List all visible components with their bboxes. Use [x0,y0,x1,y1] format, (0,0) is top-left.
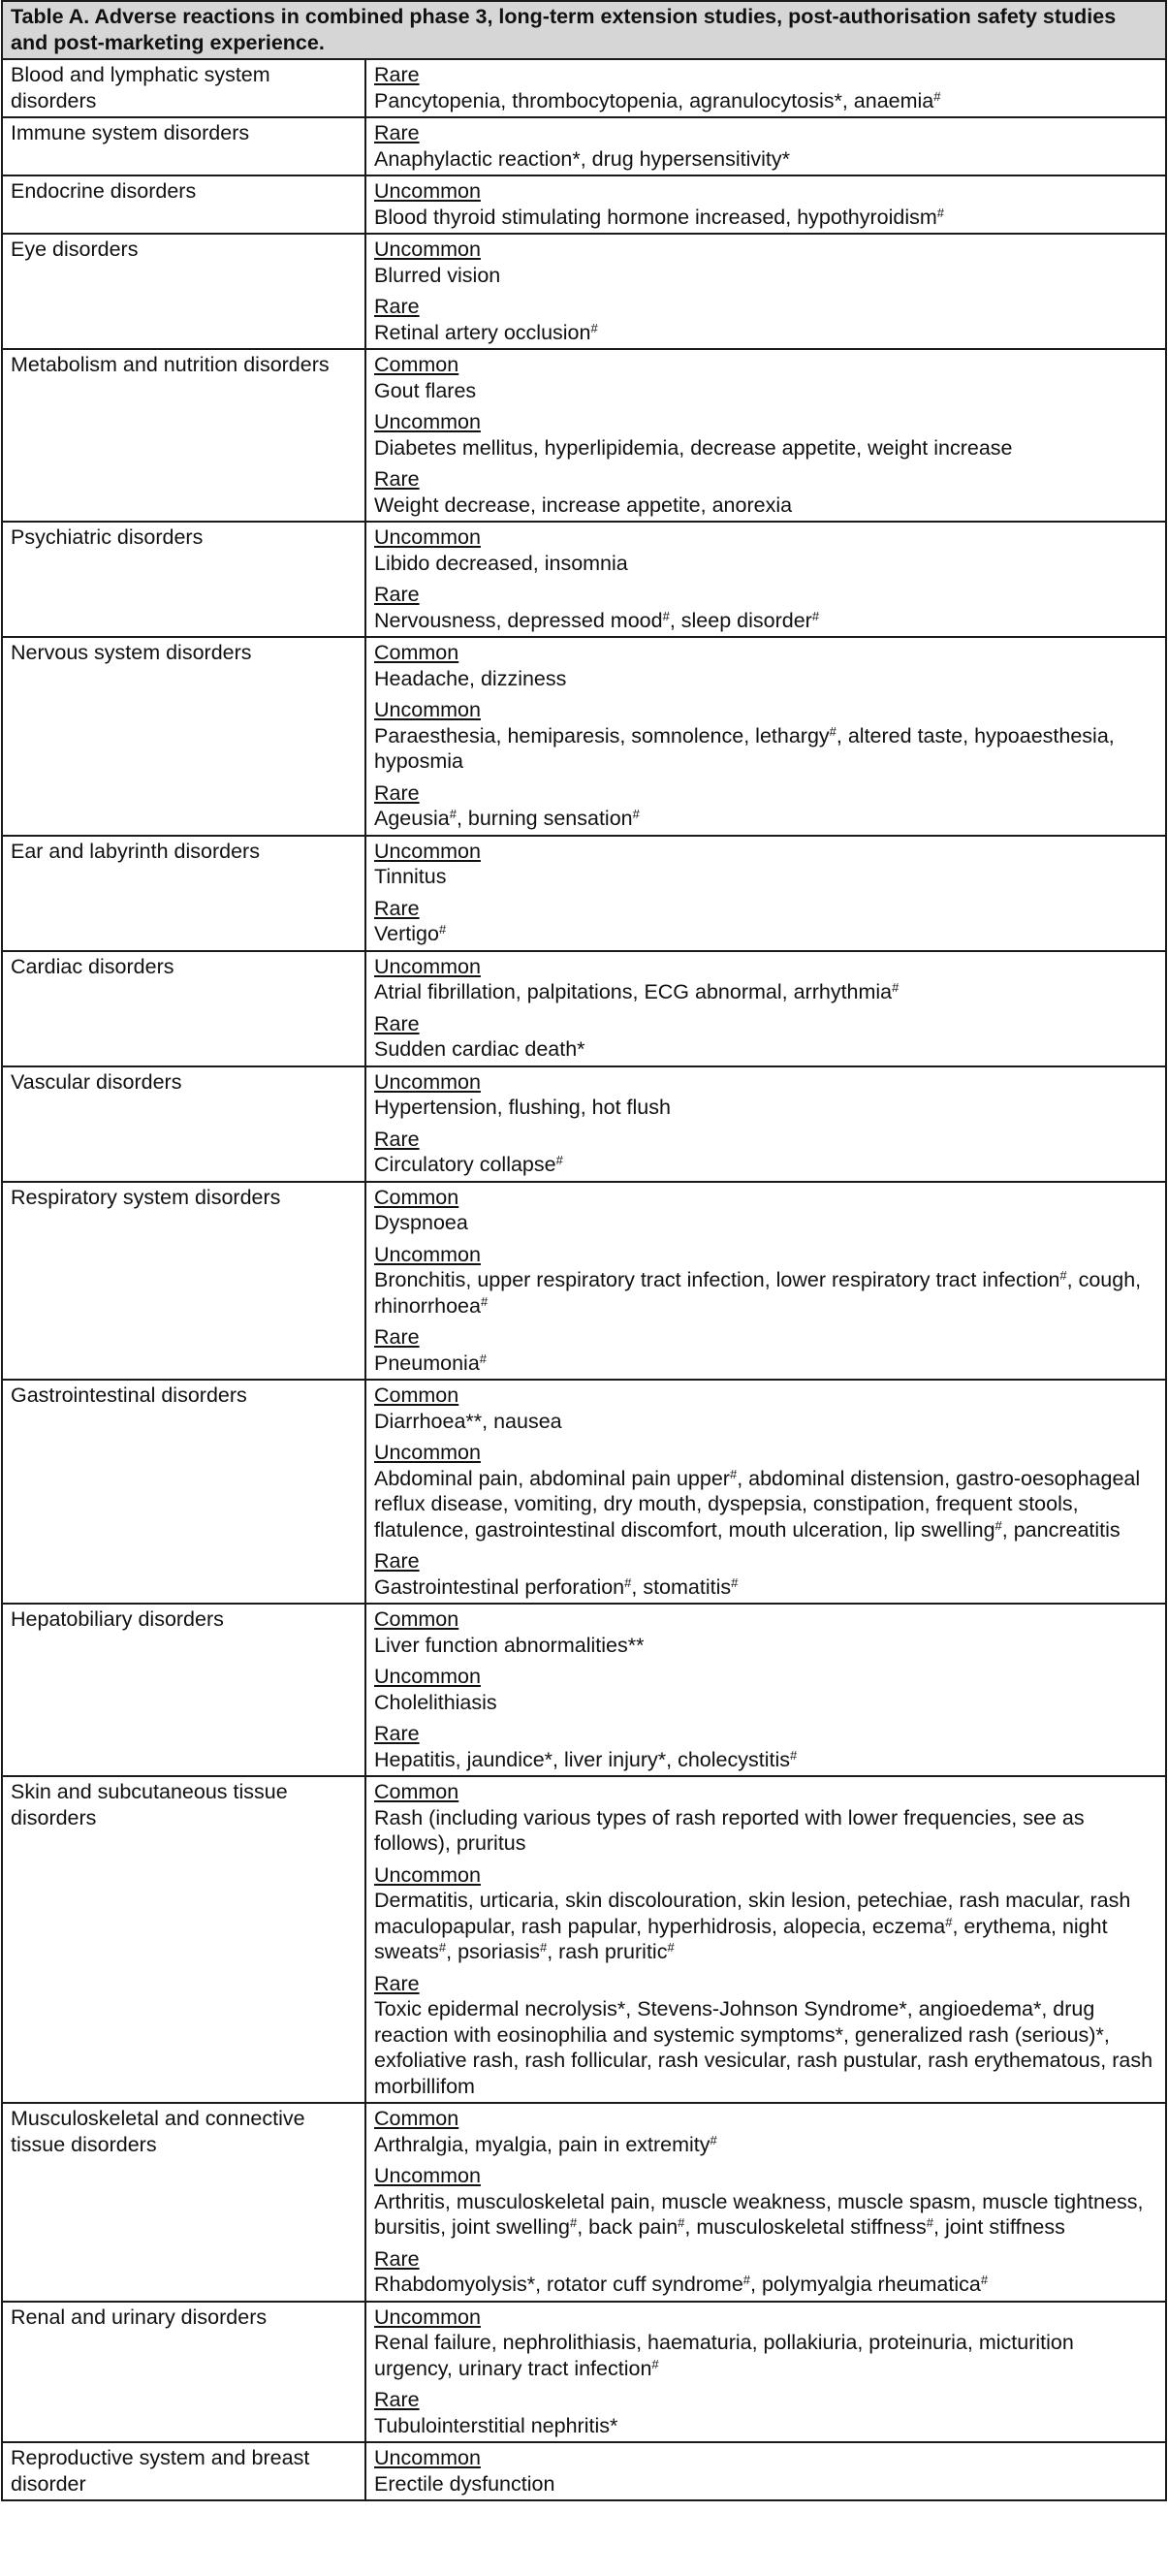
reaction-list: Nervousness, depressed mood#, sleep disorder# [374,608,820,632]
frequency-block [374,640,1157,697]
reaction-list: Renal failure, nephrolithiasis, haematuria, pollakiuria, proteinuria, micturition urgency, urinary tract infection# [374,2331,1074,2380]
system-organ-class-cell: Renal and urinary disorders [2,2302,365,2443]
reactions-cell [365,951,1166,1066]
frequency-label: Uncommon [374,2446,481,2469]
frequency-label: Rare [374,1549,420,1573]
reactions-cell [365,637,1166,836]
frequency-block [374,1185,1157,1242]
system-organ-class-cell: Psychiatric disorders [2,522,365,637]
frequency-block [374,120,1157,172]
reaction-list: Bronchitis, upper respiratory tract infection, lower respiratory tract infection#, cough, rhinorrhoea# [374,1268,1142,1318]
system-organ-class-cell: Cardiac disorders [2,951,365,1066]
reactions-cell [365,1066,1166,1182]
table-row [2,1604,1166,1776]
frequency-block [374,352,1157,409]
table-row [2,175,1166,234]
frequency-block [374,1127,1157,1178]
frequency-label: Common [374,1780,459,1803]
frequency-block [374,1440,1157,1548]
reactions-cell [365,59,1166,117]
reactions-cell [365,2302,1166,2443]
frequency-block [374,1664,1157,1721]
frequency-block [374,2305,1157,2388]
table-row [2,951,1166,1066]
reaction-list: Libido decreased, insomnia [374,551,628,575]
reaction-list: Tubulointerstitial nephritis* [374,2413,618,2437]
reaction-list: Arthralgia, myalgia, pain in extremity# [374,2132,717,2156]
frequency-label: Uncommon [374,1665,481,1688]
reaction-list: Pancytopenia, thrombocytopenia, agranulocytosis*, anaemia# [374,88,941,112]
frequency-block [374,1383,1157,1440]
reactions-cell [365,1380,1166,1604]
frequency-block [374,62,1157,113]
reactions-cell [365,1776,1166,2103]
table-row [2,836,1166,951]
table-row [2,1066,1166,1182]
reaction-list: Gout flares [374,378,477,402]
reaction-list: Hepatitis, jaundice*, liver injury*, cholecystitis# [374,1747,798,1771]
frequency-label: Common [374,641,459,664]
frequency-label: Uncommon [374,2305,481,2329]
system-organ-class-cell: Hepatobiliary disorders [2,1604,365,1776]
frequency-label: Uncommon [374,525,481,549]
table-row [2,637,1166,836]
reaction-list: Retinal artery occlusion# [374,320,598,344]
reactions-cell [365,1604,1166,1776]
frequency-label: Rare [374,1722,420,1745]
frequency-block [374,1971,1157,2100]
frequency-block [374,525,1157,582]
system-organ-class-cell: Skin and subcutaneous tissue disorders [2,1776,365,2103]
frequency-label: Common [374,2107,459,2130]
system-organ-class-cell: Respiratory system disorders [2,1182,365,1381]
frequency-label: Uncommon [374,1862,481,1887]
frequency-label: Rare [374,63,420,86]
reaction-list: Abdominal pain, abdominal pain upper#, abdominal distension, gastro-oesophageal reflux disease, vomiting, dry mouth, dyspepsia, constipation, frequent stools, flatulence, gastrointestinal discomfort, mouth ulceration, lip swelling#, pancreatitis [374,1466,1141,1542]
table-row [2,522,1166,637]
frequency-label: Uncommon [374,1069,481,1094]
reaction-list: Blurred vision [374,263,501,287]
frequency-block [374,1862,1157,1971]
frequency-label: Uncommon [374,954,481,978]
system-organ-class-cell: Reproductive system and breast disorder [2,2442,365,2500]
reaction-list: Diabetes mellitus, hyperlipidemia, decrease appetite, weight increase [374,435,1013,460]
frequency-block [374,1069,1157,1127]
frequency-block [374,466,1157,518]
frequency-label: Uncommon [374,2164,481,2187]
frequency-block [374,1606,1157,1664]
frequency-label: Rare [374,780,420,805]
frequency-label: Rare [374,295,420,318]
system-organ-class-cell: Blood and lymphatic system disorders [2,59,365,117]
reactions-cell [365,2103,1166,2302]
frequency-block [374,2163,1157,2246]
system-organ-class-cell: Gastrointestinal disorders [2,1380,365,1604]
frequency-label: Uncommon [374,698,481,721]
frequency-block [374,294,1157,345]
system-organ-class-cell: Nervous system disorders [2,637,365,836]
frequency-block [374,1242,1157,1325]
frequency-label: Uncommon [374,179,481,203]
reactions-cell [365,2442,1166,2500]
reaction-list: Circulatory collapse# [374,1153,563,1176]
frequency-block [374,896,1157,947]
frequency-label: Rare [374,1127,420,1151]
reaction-list: Blood thyroid stimulating hormone increased, hypothyroidism# [374,205,945,229]
system-organ-class-cell: Ear and labyrinth disorders [2,836,365,951]
reaction-list: Dyspnoea [374,1211,468,1234]
table-row [2,349,1166,522]
table-row [2,59,1166,117]
table-row [2,234,1166,349]
table-row [2,2302,1166,2443]
frequency-label: Rare [374,2246,420,2271]
frequency-block [374,1721,1157,1772]
frequency-label: Uncommon [374,1441,481,1464]
frequency-label: Rare [374,2388,420,2411]
frequency-block [374,954,1157,1011]
frequency-label: Rare [374,1011,420,1035]
table-row [2,117,1166,175]
frequency-label: Uncommon [374,839,481,863]
frequency-block [374,2445,1157,2496]
frequency-block [374,1011,1157,1063]
table-row [2,2103,1166,2302]
frequency-block [374,409,1157,466]
system-organ-class-cell: Endocrine disorders [2,175,365,234]
reaction-list: Hypertension, flushing, hot flush [374,1096,671,1119]
frequency-label: Rare [374,467,420,491]
table-row [2,1776,1166,2103]
frequency-block [374,1324,1157,1376]
frequency-label: Rare [374,583,420,606]
frequency-block [374,2387,1157,2438]
reactions-cell [365,117,1166,175]
adverse-reactions-table [1,0,1167,2501]
reaction-list: Atrial fibrillation, palpitations, ECG abnormal, arrhythmia# [374,980,900,1003]
reaction-list: Cholelithiasis [374,1690,497,1714]
reaction-list: Erectile dysfunction [374,2471,555,2496]
frequency-label: Common [374,353,459,376]
system-organ-class-cell: Musculoskeletal and connective tissue disorders [2,2103,365,2302]
system-organ-class-cell: Metabolism and nutrition disorders [2,349,365,522]
frequency-block [374,2106,1157,2163]
system-organ-class-cell: Immune system disorders [2,117,365,175]
frequency-label: Common [374,1607,459,1631]
frequency-block [374,582,1157,633]
reactions-cell [365,234,1166,349]
table-row [2,1380,1166,1604]
frequency-block [374,1779,1157,1862]
reactions-cell [365,175,1166,234]
reaction-list: Rash (including various types of rash reported with lower frequencies, see as follows), pruritus [374,1805,1085,1855]
reaction-list: Arthritis, musculoskeletal pain, muscle weakness, muscle spasm, muscle tightness, bursitis, joint swelling#, back pain#, musculoskeletal stiffness#, joint stiffness [374,2189,1144,2239]
frequency-block [374,237,1157,294]
reaction-list: Weight decrease, increase appetite, anorexia [374,493,793,517]
table-row [2,2442,1166,2500]
table-row [2,1182,1166,1381]
reaction-list: Dermatitis, urticaria, skin discolouration, skin lesion, petechiae, rash macular, rash maculopapular, rash papular, hyperhidrosis, alopecia, eczema#, erythema, night sweats#, psoriasis#, rash pruritic# [374,1889,1131,1963]
frequency-label: Uncommon [374,410,481,433]
frequency-label: Uncommon [374,238,481,261]
frequency-label: Rare [374,1325,420,1349]
reaction-list: Sudden cardiac death* [374,1037,585,1061]
system-organ-class-cell: Eye disorders [2,234,365,349]
frequency-block [374,839,1157,896]
reaction-list: Headache, dizziness [374,666,567,690]
frequency-block [374,1548,1157,1600]
frequency-label: Rare [374,896,420,920]
reactions-cell [365,522,1166,637]
reaction-list: Diarrhoea**, nausea [374,1409,562,1433]
reactions-cell [365,349,1166,522]
frequency-label: Common [374,1383,459,1407]
table-body [2,59,1166,2500]
frequency-block [374,780,1157,832]
reaction-list: Pneumonia# [374,1351,488,1375]
system-organ-class-cell: Vascular disorders [2,1066,365,1182]
reaction-list: Vertigo# [374,922,447,945]
reaction-list: Anaphylactic reaction*, drug hypersensitivity* [374,146,791,171]
reaction-list: Tinnitus [374,865,447,888]
reaction-list: Rhabdomyolysis*, rotator cuff syndrome#, polymyalgia rheumatica# [374,2273,989,2296]
table-title: Table A. Adverse reactions in combined phase 3, long-term extension studies, post-authorisation safety studies and post-marketing experience. [2,1,1166,59]
reaction-list: Gastrointestinal perforation#, stomatitis# [374,1574,739,1599]
reaction-list: Toxic epidermal necrolysis*, Stevens-Johnson Syndrome*, angioedema*, drug reaction with eosinophilia and systemic symptoms*, generalized rash (serious)*, exfoliative rash, rash follicular, rash vesicular, rash pustular, rash erythematous, rash morbillifom [374,1997,1153,2098]
frequency-label: Rare [374,1971,420,1995]
frequency-block [374,697,1157,780]
frequency-block [374,178,1157,230]
frequency-label: Common [374,1185,459,1209]
frequency-block [374,2246,1157,2298]
reaction-list: Ageusia#, burning sensation# [374,807,640,830]
reaction-list: Paraesthesia, hemiparesis, somnolence, lethargy#, altered taste, hypoaesthesia, hyposmia [374,723,1115,773]
reactions-cell [365,836,1166,951]
reaction-list: Liver function abnormalities** [374,1633,645,1657]
frequency-label: Rare [374,121,420,144]
frequency-label: Uncommon [374,1242,481,1266]
reactions-cell [365,1182,1166,1381]
